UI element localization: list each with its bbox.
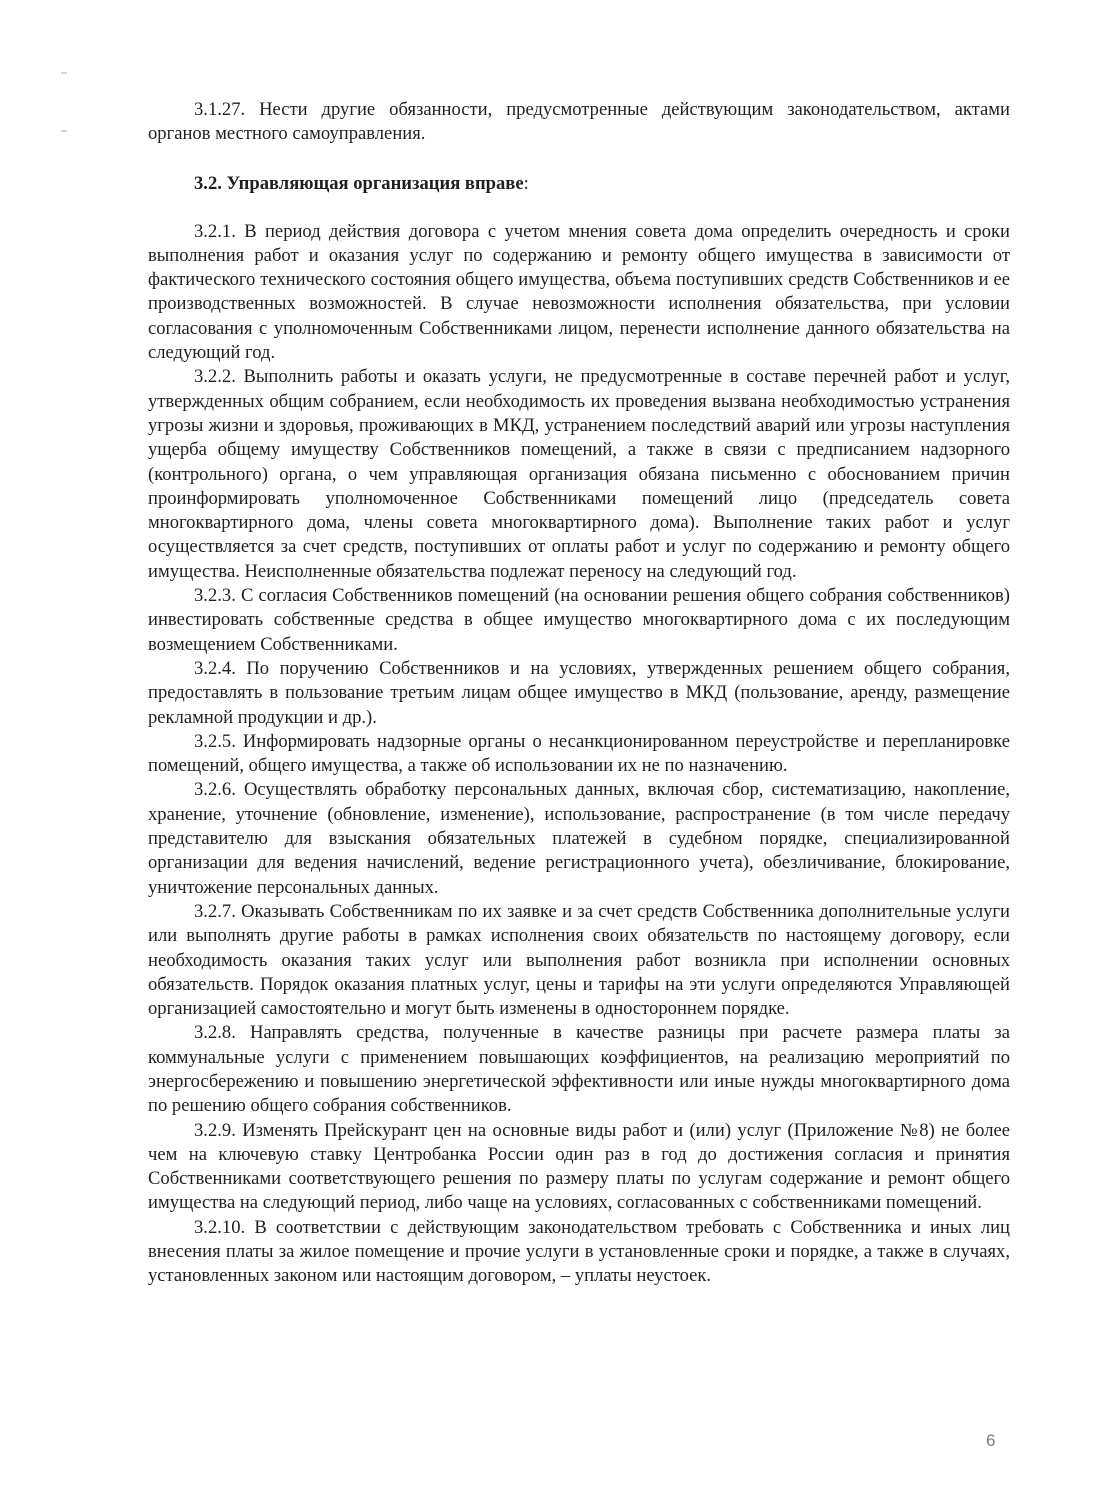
paragraph-3-2-3: 3.2.3. С согласия Собственников помещений (на основании решения общего собрания собственников) инвестировать собственные средства в общее имущество многоквартирного дома с их последующим возмещением Собственниками. [148,585,1010,655]
paragraph-3-2-7: 3.2.7. Оказывать Собственникам по их заявке и за счет средств Собственника дополнительные услуги или выполнять другие работы в рамках исполнения своих обязательств по настоящему договору, если необходимость оказания таких услуг или выполнения работ возникла при исполнении основных обязательств. Порядок оказания платных услуг, цены и тарифы на эти услуги определяются Управляющей организацией самостоятельно и могут быть изменены в одностороннем порядке. [148,900,1010,1020]
paragraph-3-2-4: 3.2.4. По поручению Собственников и на условиях, утвержденных решением общего собрания, предоставлять в пользование третьим лицам общее имущество в МКД (пользование, аренду, размещение рекламной продукции и др.). [148,657,1010,728]
paragraph-3-2-2: 3.2.2. Выполнить работы и оказать услуги, не предусмотренные в составе перечней работ и услуг, утвержденных общим собранием, если необходимость их проведения вызвана необходимостью устранения угрозы жизни и здоровья, проживающих в МКД, устранением последствий аварий или угрозы наступления ущерба общему имуществу Собственников помещений, а также в связи с предписанием надзорного (контрольного) органа, о чем управляющая организация обязана письменно с обоснованием причин проинформировать уполномоченное Собственниками помещений лицо (председатель совета многоквартирного дома, члены совета многоквартирного дома). Выполнение таких работ и услуг осуществляется за счет средств, поступивших от оплаты работ и услуг по содержанию и ремонту общего имущества. Неисполненные обязательства подлежат переносу на следующий год. [148,366,1010,582]
paragraph-3-1-27: 3.1.27. Нести другие обязанности, предусмотренные действующим законодательством, актами органов местного самоуправления. [148,99,1010,145]
scan-artifact-mark [61,130,67,132]
paragraph-3-2-8: 3.2.8. Направлять средства, полученные в качестве разницы при расчете размера платы за коммунальные услуги с применением повышающих коэффициентов, на реализацию мероприятий по энергосбережению и повышению энергетической эффективности или иные нужды многоквартирного дома по решению общего собрания собственников. [148,1022,1010,1117]
paragraph-3-2-6: 3.2.6. Осуществлять обработку персональных данных, включая сбор, систематизацию, накопление, хранение, уточнение (обновление, изменение), использование, распространение (в том числе передачу представителю для взыскания обязательных платежей в судебном порядке, специализированной организации для ведения начислений, ведение регистрационного учета), обезличивание, блокирование, уничтожение персональных данных. [148,779,1010,898]
paragraph-3-2-1: 3.2.1. В период действия договора с учетом мнения совета дома определить очередность и сроки выполнения работ и оказания услуг по содержанию и ремонту общего имущества в зависимости от фактического технического состояния общего имущества, объема поступивших средств Собственников и ее производственных возможностей. В случае невозможности исполнения обязательства, при условии согласования с уполномоченным Собственниками лицом, перенести исполнение данного обязательства на следующий год. [148,220,1010,364]
section-heading-3-2 [148,172,1010,196]
paragraph-3-2-5: 3.2.5. Информировать надзорные органы о несанкционированном переустройстве и перепланировке помещений, общего имущества, а также об использовании их не по назначению. [148,730,1010,777]
paragraph-3-2-10: 3.2.10. В соответствии с действующим законодательством требовать с Собственника и иных лиц внесения платы за жилое помещение и прочие услуги в установленные сроки и порядке, а также в случаях, установленных законом или настоящим договором, – уплаты неустоек. [148,1216,1010,1287]
section-heading-colon: : [523,172,529,194]
section-heading-text: 3.2. Управляющая организация вправе [194,172,524,194]
paragraph-3-2-9: 3.2.9. Изменять Прейскурант цен на основные виды работ и (или) услуг (Приложение №8) не более чем на ключевую ставку Центробанка России один раз в год до достижения согласия и принятия Собственниками соответствующего решения по размеру платы по услугам содержание и ремонт общего имущества на следующий период, либо чаще на условиях, согласованных с собственниками помещений. [148,1119,1010,1214]
page-number: 6 [986,1431,996,1450]
document-page [148,98,1010,1289]
scan-artifact-mark [61,72,67,74]
